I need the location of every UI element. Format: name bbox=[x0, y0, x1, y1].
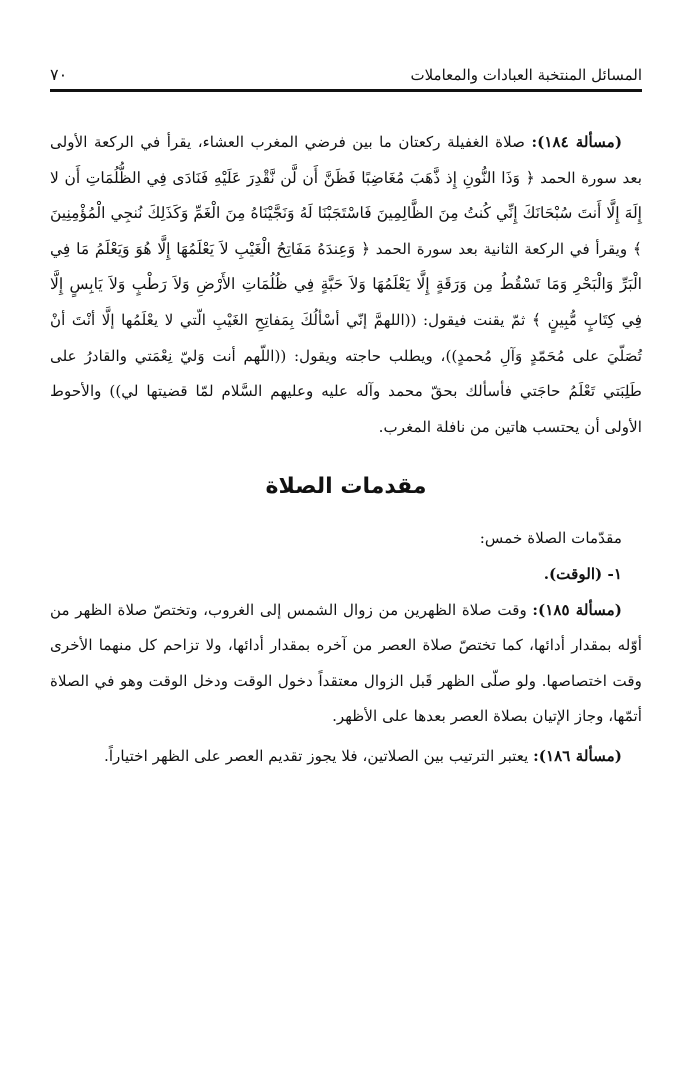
issue-185-text: وقت صلاة الظهرين من زوال الشمس إلى الغروب، وتختصّ صلاة الظهر من أوّله بمقدار أدائها، كما تختصّ صلاة العصر من آخره بمقدار أدائها، ولا تزاحم كل منهما الأخرى وقت اختصاصها. ولو صلّى الظهر قَبل الزوال معتقداً دخول الوقت ودخل الوقت وهو في الصلاة أتمّها، وجاز الإتيان بصلاة العصر بعدها على الأظهر. bbox=[50, 600, 642, 726]
issue-184-text-3: ثمّ يقنت فيقول: ((اللهمَّ إنّي أسْألُكَ بِمَفاتِحِ الغَيْبِ الّتي لا يعْلَمُها إلَّا أنْتَ أنْ تُصَلّيَ على مُحَمّدٍ وَآلِ مُحمدٍ))، ويطلب حاجته ويقول: ((اللّهم أنت وَليّ نِعْمَتي والقادرُ على طَلِبَتي تَعْلَمُ حاجَتي فأسألك بحقّ محمد وآله عليه وعليهم السَّلام لمّا قضيتها لي)) والأحوط الأولى أن يحتسب هاتين من نافلة المغرب. bbox=[50, 310, 642, 436]
issue-185-label: (مسألة ١٨٥): bbox=[532, 600, 622, 619]
issue-184-text-2: ويقرأ في الركعة الثانية بعد سورة الحمد bbox=[370, 239, 633, 258]
issue-186-label: (مسألة ١٨٦): bbox=[533, 746, 622, 765]
issue-184-text-1: صلاة الغفيلة ركعتان ما بين فرضي المغرب العشاء، يقرأ في الركعة الأولى بعد سورة الحمد bbox=[50, 133, 642, 187]
running-header-title: المسائل المنتخبة العبادات والمعاملات bbox=[410, 66, 642, 84]
issue-184-label: (مسألة ١٨٤): bbox=[531, 133, 623, 151]
subsection-heading-time: ١- (الوقت). bbox=[543, 564, 622, 583]
section-title: مقدمات الصلاة bbox=[265, 474, 427, 500]
issue-185-paragraph bbox=[50, 593, 642, 735]
issue-186-text: يعتبر الترتيب بين الصلاتين، فلا يجوز تقديم العصر على الظهر اختياراً. bbox=[104, 746, 534, 765]
issue-186-paragraph bbox=[50, 739, 642, 775]
quran-verse-2: ﴿ وَعِندَهُ مَفَاتِحُ الْغَيْبِ لاَ يَعْلَمُهَا إِلَّا هُوَ وَيَعْلَمُ مَا فِي الْبَرِّ وَالْبَحْرِ وَمَا تَسْقُطُ مِن وَرَقَةٍ إِلَّا يَعْلَمُهَا وَلاَ حَبَّةٍ فِي ظُلُمَاتِ الأَرْضِ وَلاَ رَطْبٍ وَلاَ يَابِسٍ إِلَّا فِي كِتَابٍ مُّبِينٍ ﴾ bbox=[50, 239, 642, 329]
page-number: ٧٠ bbox=[50, 65, 68, 84]
issue-184-paragraph bbox=[50, 125, 642, 445]
running-header bbox=[50, 58, 642, 92]
page-body bbox=[50, 125, 642, 775]
section-intro: مقدّمات الصلاة خمس: bbox=[479, 529, 622, 548]
quran-verse-1: ﴿ وَذَا النُّونِ إِذ ذَّهَبَ مُغَاضِبًا فَظَنَّ أَن لَّن نَّقْدِرَ عَلَيْهِ فَنَادَى فِي الظُّلُمَاتِ أَن لا إِلَهَ إِلَّا أَنتَ سُبْحَانَكَ إِنِّي كُنتُ مِنَ الظَّالِمِينَ فَاسْتَجَبْنَا لَهُ وَنَجَّيْنَاهُ مِنَ الْغَمِّ وَكَذَلِكَ نُنجِي الْمُؤْمِنِينَ ﴾ bbox=[50, 168, 642, 258]
